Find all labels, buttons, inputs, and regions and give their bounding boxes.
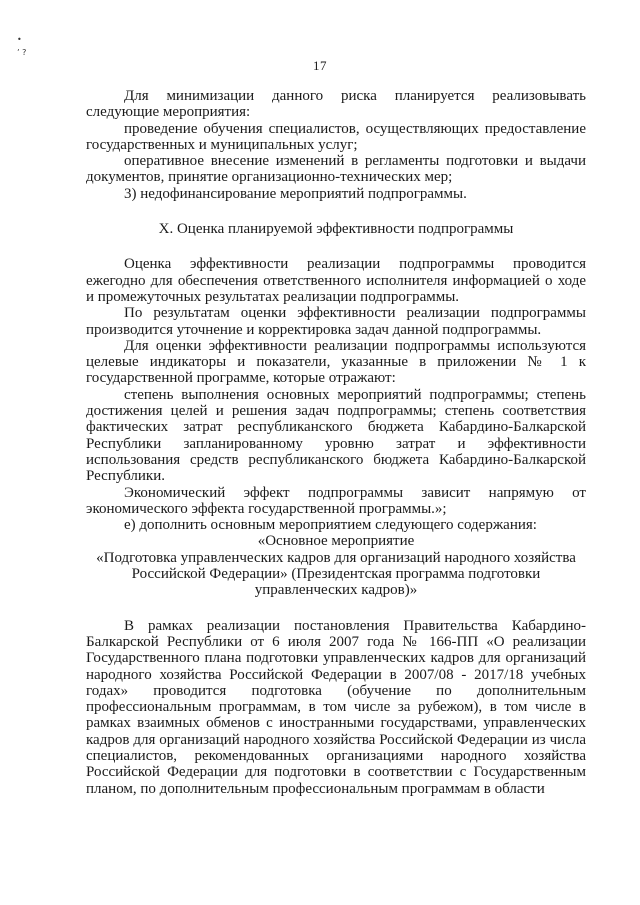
paragraph: Для минимизации данного риска планируется реализовывать следующие мероприятия: bbox=[86, 88, 586, 121]
paragraph: 3) недофинансирование мероприятий подпрограммы. bbox=[124, 185, 467, 202]
paragraph: проведение обучения специалистов, осуществляющих предоставление государственных и муниципальных услуг; bbox=[86, 120, 586, 153]
paragraph: Оценка эффективности реализации подпрограммы проводится ежегодно для обеспечения ответственного исполнителя информацией о ходе и промежуточных результатах реализации подпрограммы. bbox=[86, 256, 586, 305]
paragraph: оперативное внесение изменений в регламенты подготовки и выдачи документов, принятие организационно-технических мер; bbox=[86, 153, 586, 186]
quote-title: «Основное мероприятие bbox=[257, 533, 415, 550]
scan-mark: ʼ ? bbox=[17, 48, 27, 57]
spacer bbox=[86, 599, 586, 618]
document-body bbox=[86, 88, 586, 797]
paragraph: Для оценки эффективности реализации подпрограммы используются целевые индикаторы и показатели, указанные в приложении № 1 к государственной программе, которые отражают: bbox=[86, 337, 586, 387]
page-number: 17 bbox=[313, 58, 327, 73]
paragraph: Экономический эффект подпрограммы зависит напрямую от экономического эффекта государственной программы.»; bbox=[86, 484, 586, 517]
paragraph: степень выполнения основных мероприятий подпрограммы; степень достижения целей и решения задач подпрограммы; степень соответствия фактических затрат республиканского бюджета Кабардино-Балкарской Республики запланированному уровню затрат и эффективности использования средств республиканского бюджета Кабардино-Балкарской Республики. bbox=[86, 386, 586, 485]
scan-marks bbox=[17, 33, 26, 59]
paragraph: е) дополнить основным мероприятием следующего содержания: bbox=[124, 517, 537, 534]
quote-subtitle: «Подготовка управленческих кадров для организаций народного хозяйства Российской Федерации» (Президентская программа подготовки управленческих кадров)» bbox=[96, 549, 576, 599]
section-heading: X. Оценка планируемой эффективности подпрограммы bbox=[158, 221, 514, 238]
paragraph: В рамках реализации постановления Правительства Кабардино-Балкарской Республики от 6 июля 2007 года № 166-ПП «О реализации Государственного плана подготовки управленческих кадров для организаций народного хозяйства Российской Федерации в 2007/08 - 2017/18 учебных годах» проводится подготовка (обучение по дополнительным профессиональным программам, в том числе за рубежом), в том числе в рамках взаимных обменов с иностранными государствами, управленческих кадров для организаций народного хозяйства Российской Федерации из числа специалистов, рекомендованных организациями народного хозяйства Российской Федерации для подготовки в соответствии с Государственным планом, по дополнительным профессиональным программам в области bbox=[86, 617, 586, 797]
scan-mark: • bbox=[17, 35, 22, 44]
paragraph: По результатам оценки эффективности реализации подпрограммы производится уточнение и корректировка задач данной подпрограммы. bbox=[86, 305, 586, 338]
